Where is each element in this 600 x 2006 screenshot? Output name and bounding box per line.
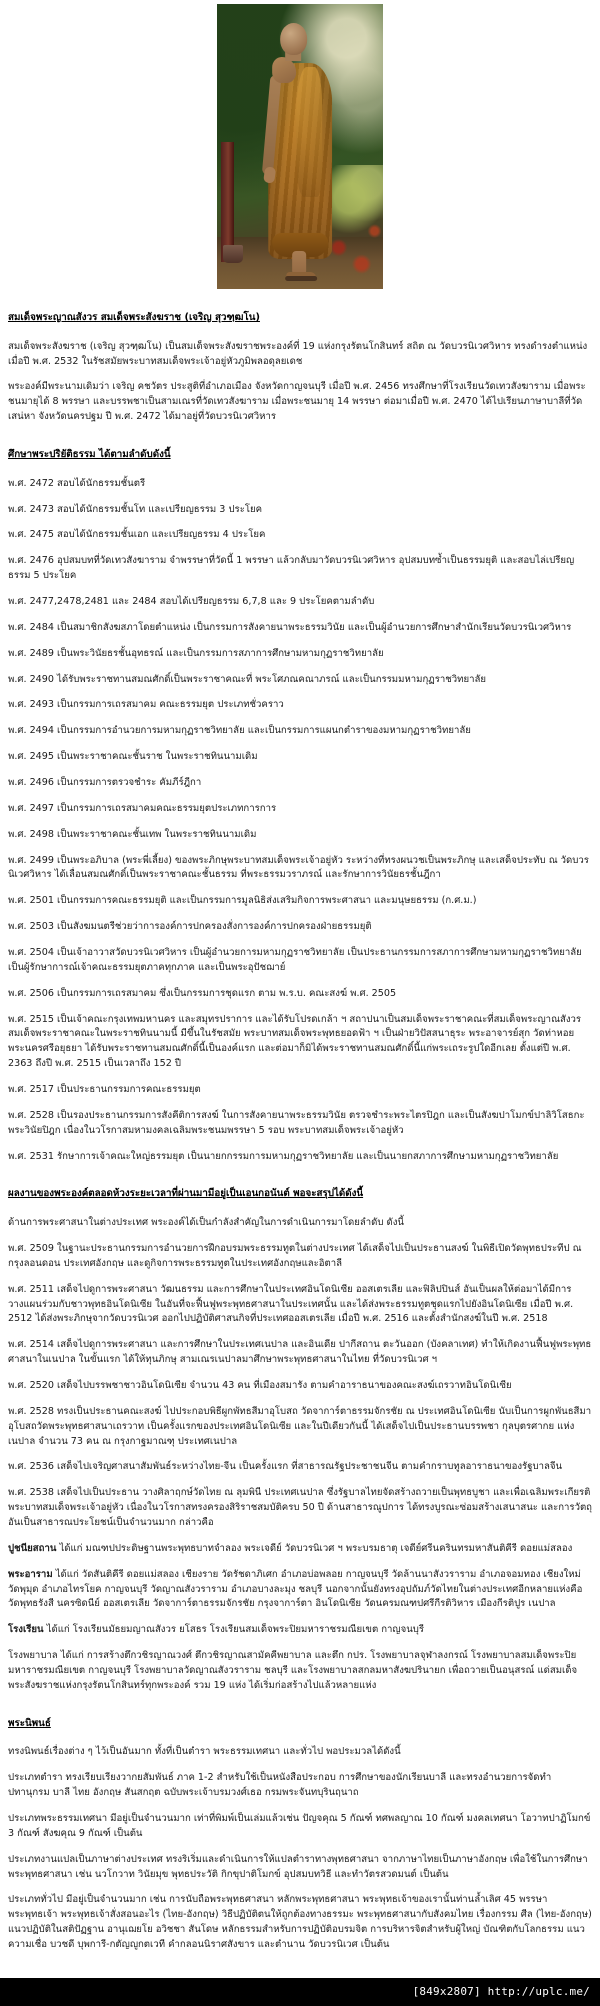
works-category-text: ได้แก่ วัดสันติคีรี ดอยแม่สลอง เชียงราย วัดรัชดาภิเศก อำเภอบ่อพลอย กาญจนบุรี วัดล้านนาสังวราราม อำเภอจอมทอง เชียงใหม่ วัดพุมุด อำเภอไทรโยค กาญจนบุรี วัดญาณสังวราราม อำเภอบางละมุง ชลบุรี นอกจากนั้นยังทรงอุปถัมภ์วัดไทยในต่างประเทศอีกหลายแห่งคือ วัดพุทธรังสี นครซิดนีย์ ออสเตรเลีย วัดจาการ์ตาธรรมจักรชัย กรุงจาการ์ตา อินโดนิเซีย วัดนครมณฑปศรีกีรติวิหาร เมืองกีรติปูร เนปาล <box>8 1568 583 1610</box>
works-category-schools <box>8 1623 592 1638</box>
works-item: พ.ศ. 2514 เสด็จไปดูการพระศาสนา และการศึกษาในประเทศเนปาล และอินเดีย ปากีสถาน ตะวันออก (บังคลาเทศ) ทำให้เกิดงานฟื้นฟูพระพุทธศาสนาในเนปาล ในขั้นแรก ได้ให้ทุนภิกษุ สามเณรเนปาลมาศึกษาพระพุทธศาสนาในไทย ที่วัดบวรนิเวศ ฯ <box>8 1339 592 1366</box>
photo-monk-figure <box>252 19 344 281</box>
works-category-pucha <box>8 1542 592 1557</box>
writings-item: ประเภทพระธรรมเทศนา มีอยู่เป็นจำนวนมาก เท่าที่พิมพ์เป็นเล่มแล้วเช่น ปัญจคุณ 5 กัณฑ์ ทศพลญาณ 10 กัณฑ์ มงคลเทศนา โอวาทปาฏิโมกข์ 3 กัณฑ์ สังฆคุณ 9 กัณฑ์ เป็นต้น <box>8 1813 591 1839</box>
education-item: พ.ศ. 2506 เป็นกรรมการเถรสมาคม ซึ่งเป็นกรรมการชุดแรก ตาม พ.ร.บ. คณะสงฆ์ พ.ศ. 2505 <box>8 987 397 999</box>
article-body <box>0 289 600 2006</box>
works-item: พ.ศ. 2538 เสด็จไปเป็นประธาน วางศิลาฤกษ์วัดไทย ณ ลุมพินี ประเทศเนปาล ซึ่งรัฐบาลไทยจัดสร้างถวายเป็นพุทธบูชา และเพื่อเฉลิมพระเกียรติพระบาทสมเด็จพระเจ้าอยู่หัว เนื่องในวโรกาสทรงครองสิริราชสมบัติครบ 50 ปี ด้านสาธารณูปการ ได้ทรงบูรณะซ่อมสร้างเสนาสนะ และการวัตถุอันเป็นสาธารณประโยชน์เป็นจำนวนมาก กล่าวคือ <box>8 1487 592 1529</box>
education-item: พ.ศ. 2531 รักษาการเจ้าคณะใหญ่ธรรมยุต เป็นนายกกรรมการมหามกุฏราชวิทยาลัย และเป็นนายกสภาการศึกษามหามกุฏราชวิทยาลัย <box>8 1150 559 1162</box>
works-item: ด้านการพระศาสนาในต่างประเทศ พระองค์ได้เป็นกำลังสำคัญในการดำเนินการมาโดยลำดับ ดังนี้ <box>8 1217 404 1229</box>
education-item: พ.ศ. 2484 เป็นสมาชิกสังฆสภาโดยตำแหน่ง เป็นกรรมการสังคายนาพระธรรมวินัย และเป็นผู้อำนวยการศึกษาสำนักเรียนวัดบวรนิเวศวิหาร <box>8 621 572 633</box>
intro-paragraph-1: สมเด็จพระสังฆราช (เจริญ สุวฑฺฒโน) เป็นสมเด็จพระสังฆราชพระองค์ที่ 19 แห่งกรุงรัตนโกสินทร์ สถิต ณ วัดบวรนิเวศวิหาร ทรงดำรงตำแหน่งเมื่อปี พ.ศ. 2532 ในรัชสมัยพระบาทสมเด็จพระเจ้าอยู่หัวภูมิพลอดุลยเดช <box>8 340 588 367</box>
writings-heading-row <box>8 1705 592 1744</box>
works-heading-row <box>8 1175 592 1214</box>
works-category-hospitals <box>8 1649 592 1694</box>
works-category-label: พระอาราม <box>8 1568 53 1580</box>
writings-item: ประเภทตำรา ทรงเรียบเรียงวากยสัมพันธ์ ภาค 1-2 สำหรับใช้เป็นหนังสือประกอบ การศึกษาของนักเรียนบาลี และทรงอำนวยการจัดทำปทานุกรม บาลี ไทย อังกฤษ สันสกฤต ฉบับพระเจ้าบรมวงศ์เธอ กรมพระจันทบุรินฤนาถ <box>8 1772 552 1799</box>
monk-walking-photo <box>217 4 383 289</box>
education-item: พ.ศ. 2515 เป็นเจ้าคณะกรุงเทพมหานคร และสมุทรปราการ และได้รับโปรดเกล้า ฯ สถาปนาเป็นสมเด็จพระราชาคณะที่สมเด็จพระญาณสังวร สมเด็จพระราชาคณะในพระราชทินนามนี้ มีขึ้นในรัชสมัย พระบาทสมเด็จพระพุทธยอดฟ้า ฯ เป็นฝ่ายวิปัสสนาธุระ พระอาจารย์สุก วัดท่าหอย พระนครศรีอยุธยา ได้รับพระราชทานสมณศักดิ์นี้เป็นองค์แรก และต่อมาก็มิได้พระราชทานสมณศักดิ์นี้แก่พระเถระรูปใดอีกเลย ตั้งแต่ปี พ.ศ. 2363 ถึงปี พ.ศ. 2515 เป็นเวลาถึง 152 ปี <box>8 1013 582 1070</box>
photo-monk-sandal <box>285 276 317 281</box>
page-title: สมเด็จพระญาณสังวร สมเด็จพระสังฆราช (เจริญ สุวฑฺฒโน) <box>8 312 260 323</box>
education-item: พ.ศ. 2476 อุปสมบทที่วัดเทวสังฆาราม จำพรรษาที่วัดนี้ 1 พรรษา แล้วกลับมาวัดบวรนิเวศวิหาร อุปสมบทซ้ำเป็นธรรมยุติ และสอบไล่เปรียญธรรม 5 ประโยค <box>8 555 575 582</box>
photo-robe-fold <box>296 67 322 197</box>
education-item: พ.ศ. 2504 เป็นเจ้าอาวาสวัดบวรนิเวศวิหาร เป็นผู้อำนวยการมหามกุฏราชวิทยาลัย เป็นประธานกรรมการสภาการศึกษามหามกุฏราชวิทยาลัย เป็นผู้รักษาการณ์เจ้าคณะธรรมยุตภาคทุกภาค และเป็นพระอุปัชฌาย์ <box>8 947 582 973</box>
intro-paragraph-2: พระองค์มีพระนามเดิมว่า เจริญ คชวัตร ประสูติที่อำเภอเมือง จังหวัดกาญจนบุรี เมื่อปี พ.ศ. 2456 ทรงศึกษาที่โรงเรียนวัดเทวสังฆาราม เมื่อพระชนมายุได้ 8 พรรษา และบรรพชาเป็นสามเณรที่วัดเทวสังฆาราม เมื่อพระชนมายุ 14 พรรษา ต่อมาเมื่อปี พ.ศ. 2470 ได้ไปเรียนภาษาบาลีที่วัดเสน่หา จังหวัดนครปฐม ปี พ.ศ. 2472 ได้มาอยู่ที่วัดบวรนิเวศวิหาร <box>8 381 586 423</box>
education-item: พ.ศ. 2501 เป็นกรรมการคณะธรรมยุติ และเป็นกรรมการมูลนิธิส่งเสริมกิจการพระศาสนา และมนุษยธรรม (ก.ศ.ม.) <box>8 895 477 907</box>
education-heading-row <box>8 436 592 475</box>
education-item: พ.ศ. 2495 เป็นพระราชาคณะชั้นราช ในพระราชทินนามเดิม <box>8 751 258 763</box>
education-item: พ.ศ. 2503 เป็นสังฆมนตรีช่วยว่าการองค์การปกครองสั่งการองค์การปกครองฝ่ายธรรมยุติ <box>8 921 372 933</box>
section-heading-writings: พระนิพนธ์ <box>8 1717 51 1729</box>
works-item: พ.ศ. 2509 ในฐานะประธานกรรมการอำนวยการฝึกอบรมพระธรรมทูตในต่างประเทศ ได้เสด็จไปเป็นประธานสงฆ์ ในพิธีเปิดวัดพุทธประทีป ณ กรุงลอนดอน ประเทศอังกฤษ และดูกิจการพระธรรมทูตในประเทศอังกฤษและอิตาลี <box>8 1243 582 1269</box>
education-item: พ.ศ. 2490 ได้รับพระราชทานสมณศักดิ์เป็นพระราชาคณะที่ พระโศภณคณาภรณ์ และเป็นกรรมมหามกุฏราชวิทยาลัย <box>8 673 487 685</box>
education-item: พ.ศ. 2473 สอบได้นักธรรมชั้นโท และเปรียญธรรม 3 ประโยค <box>8 503 263 515</box>
works-item: พ.ศ. 2520 เสด็จไปบรรพชาชาวอินโดนิเซีย จำนวน 43 คน ที่เมืองสมารัง ตามคำอาราธนาของคณะสงฆ์เถรวาทอินโดนิเซีย <box>8 1380 512 1392</box>
education-item: พ.ศ. 2493 เป็นกรรมการเถรสมาคม คณะธรรมยุต ประเภทชั่วคราว <box>8 699 284 711</box>
writings-item: ประเภททั่วไป มีอยู่เป็นจำนวนมาก เช่น การนับถือพระพุทธศาสนา หลักพระพุทธศาสนา พระพุทธเจ้าของเรานั้นท่านล้ำเลิศ 45 พรรษาพระพุทธเจ้า พระพุทธเจ้าสั่งสอนอะไร (ไทย-อังกฤษ) วิธีปฏิบัติตนให้ถูกต้องทางธรรมะ พระพุทธศาสนากับสังคมไทย เรื่องกรรม ศีล (ไทย-อังกฤษ) แนวปฏิบัติในสติปัฏฐาน อานุเฌยโย อวิชชา สันโดษ หลักธรรมสำหรับการปฏิบัติอบรมจิต การบริหารจิตสำหรับผู้ใหญ่ บัณฑิตกับโลกธรรม แนวความเชื่อ บวชดี บุพการี-กตัญญูกตเวที คำกลอนนิราศสังขาร และตำนาน วัดบวรนิเวศ เป็นต้น <box>8 1894 592 1951</box>
works-item: พ.ศ. 2528 ทรงเป็นประธานคณะสงฆ์ ไปประกอบพิธีผูกพัทธสีมาอุโบสถ วัดจาการ์ตาธรรมจักรชัย ณ ประเทศอินโดนิเซีย นับเป็นการผูกพันธสีมาอุโบสถวัดพระพุทธศาสนาเถรวาท เป็นครั้งแรกของประเทศอินโดนิเซีย และในปีเดียวกันนี้ ได้เสด็จไปเป็นประธานบรรพชา กุลบุตรศากย แห่งเนปาล จำนวน 73 คน ณ กรุงกาฐมาณฑุ ประเทศเนปาล <box>8 1405 592 1447</box>
works-category-text: โรงพยาบาล ได้แก่ การสร้างตึกวชิรญาณวงศ์ ตึกวชิรญาณสามัคคีพยาบาล และตึก กปร. โรงพยาบาลจุฬาลงกรณ์ โรงพยาบาลสมเด็จพระปิยมหาราชรมณียเขต กาญจนบุรี โรงพยาบาลวัดญาณสังวราราม ชลบุรี และโรงพยาบาลสกลมหาสังฆปรินายก เพื่อถวายเป็นอนุสรณ์ แด่สมเด็จพระสังฆราชแห่งกรุงรัตนโกสินทร์ทุกพระองค์ รวม 19 แห่ง ได้เริ่มก่อสร้างไปแล้วหลายแห่ง <box>8 1650 578 1691</box>
page-title-row <box>8 299 592 338</box>
education-item: พ.ศ. 2494 เป็นกรรมการอำนวยการมหามกุฏราชวิทยาลัย และเป็นกรรมการแผนกตำราของมหามกุฏราชวิทยาลัย <box>8 725 471 737</box>
education-item: พ.ศ. 2528 เป็นรองประธานกรรมการสังคีติการสงฆ์ ในการสังคายนาพระธรรมวินัย ตรวจชำระพระไตรปิฎก และเป็นสังฆปาโมกข์ปาลิวิโสธกะพระวินัยปิฎก เนื่องในวโรกาสมหามงคลเฉลิมพระชนมพรรษา 5 รอบ พระบาทสมเด็จพระเจ้าอยู่หัว <box>8 1109 585 1136</box>
works-category-text: ได้แก่ มณฑปประดิษฐานพระพุทธบาทจำลอง พระเจดีย์ วัดบวรนิเวศ ฯ พระบรมธาตุ เจดีย์ศรีนครินทรมหาสันติคีรี ดอยแม่สลอง <box>56 1542 573 1554</box>
section-heading-education: ศึกษาพระปริยัติธรรม ได้ตามลำดับดังนี้ <box>8 448 171 460</box>
photo-monk-head <box>280 23 307 55</box>
education-item: พ.ศ. 2496 เป็นกรรมการตรวจชำระ คัมภีร์ฎีกา <box>8 776 202 788</box>
works-category-label: ปูชนียสถาน <box>8 1542 57 1554</box>
education-item: พ.ศ. 2475 สอบได้นักธรรมชั้นเอก และเปรียญธรรม 4 ประโยค <box>8 529 266 541</box>
education-item: พ.ศ. 2498 เป็นพระราชาคณะชั้นเทพ ในพระราชทินนามเดิม <box>8 828 257 840</box>
footer-image-dimensions: [849x2807] <box>412 1985 481 1999</box>
education-item: พ.ศ. 2499 เป็นพระอภิบาล (พระพี่เลี้ยง) ของพระภิกษุพระบาทสมเด็จพระเจ้าอยู่หัว ระหว่างที่ทรงผนวชเป็นพระภิกษุ และเสด็จประทับ ณ วัดบวรนิเวศวิหาร ได้เลื่อนสมณศักดิ์เป็นพระราชาคณะชั้นธรรม ที่พระธรรมวราภรณ์ และรักษาการวินัยธรชั้นฎีกา <box>8 854 589 881</box>
photo-flower-pot <box>223 245 243 263</box>
education-item: พ.ศ. 2489 เป็นพระวินัยธรชั้นอุทธรณ์ และเป็นกรรมการสภาการศึกษามหามกุฏราชวิทยาลัย <box>8 647 384 659</box>
writings-item: ทรงนิพนธ์เรื่องต่าง ๆ ไว้เป็นอันมาก ทั้งที่เป็นตำรา พระธรรมเทศนา และทั่วไป พอประมวลได้ดังนี้ <box>8 1746 401 1758</box>
works-category-temples <box>8 1568 592 1613</box>
hero-image-container <box>0 0 600 289</box>
education-item: พ.ศ. 2497 เป็นกรรมการเถรสมาคมคณะธรรมยุตประเภทการการ <box>8 802 277 814</box>
education-item: พ.ศ. 2472 สอบได้นักธรรมชั้นตรี <box>8 477 146 489</box>
works-category-label: โรงเรียน <box>8 1624 44 1636</box>
education-item: พ.ศ. 2477,2478,2481 และ 2484 สอบได้เปรียญธรรม 6,7,8 และ 9 ประโยคตามลำดับ <box>8 595 375 607</box>
photo-wooden-post <box>221 142 234 262</box>
footer-url[interactable]: http://uplc.me/ <box>487 1985 590 1999</box>
writings-item: ประเภทงานแปลเป็นภาษาต่างประเทศ ทรงริเริ่มและดำเนินการให้แปลตำราทางพุทธศาสนา จากภาษาไทยเป็นภาษาอังกฤษ เพื่อใช้ในการศึกษาพระพุทธศาสนา เช่น นวโกวาท วินัยมุข พุทธประวัติ กิกขุปาติโมกข์ อุปสมบทวิธี และทำวัตรสวดมนต์ เป็นต้น <box>8 1853 588 1880</box>
works-item: พ.ศ. 2511 เสด็จไปดูการพระศาสนา วัฒนธรรม และการศึกษาในประเทศอินโดนิเซีย ออสเตรเลีย และฟิลิปปินส์ อันเป็นผลให้ต่อมาได้มีการวางแผนร่วมกับชาวพุทธอินโดนิเซีย ในอันที่จะฟื้นฟูพระพุทธศาสนาในประเทศนั้น และได้ส่งพระธรรมทูตชุดแรกไปยังอินโดนิเซีย เมื่อปี พ.ศ. 2512 ได้ส่งพระภิกษุจากวัดบวรนิเวศ ออกไปปฏิบัติศาสนกิจที่ประเทศออสเตรเลีย เมื่อปี พ.ศ. 2516 และตั้งสำนักสงฆ์ในปี พ.ศ. 2518 <box>8 1283 574 1325</box>
section-heading-works: ผลงานของพระองค์ตลอดห้วงระยะเวลาที่ผ่านมามีอยู่เป็นเอนกอนันต์ พอจะสรุปได้ดังนี้ <box>8 1188 364 1200</box>
works-category-text: ได้แก่ โรงเรียนมัธยมญาณสังวร ยโสธร โรงเรียนสมเด็จพระปิยมหาราชรมณียเขต กาญจนบุรี <box>43 1624 425 1636</box>
education-item: พ.ศ. 2517 เป็นประธานกรรมการคณะธรรมยุต <box>8 1084 201 1096</box>
works-item: พ.ศ. 2536 เสด็จไปเจริญศาสนาสัมพันธ์ระหว่างไทย-จีน เป็นครั้งแรก ที่สาธารณรัฐประชาชนจีน ตามคำกราบทูลอาราธนาของรัฐบาลจีน <box>8 1461 563 1473</box>
